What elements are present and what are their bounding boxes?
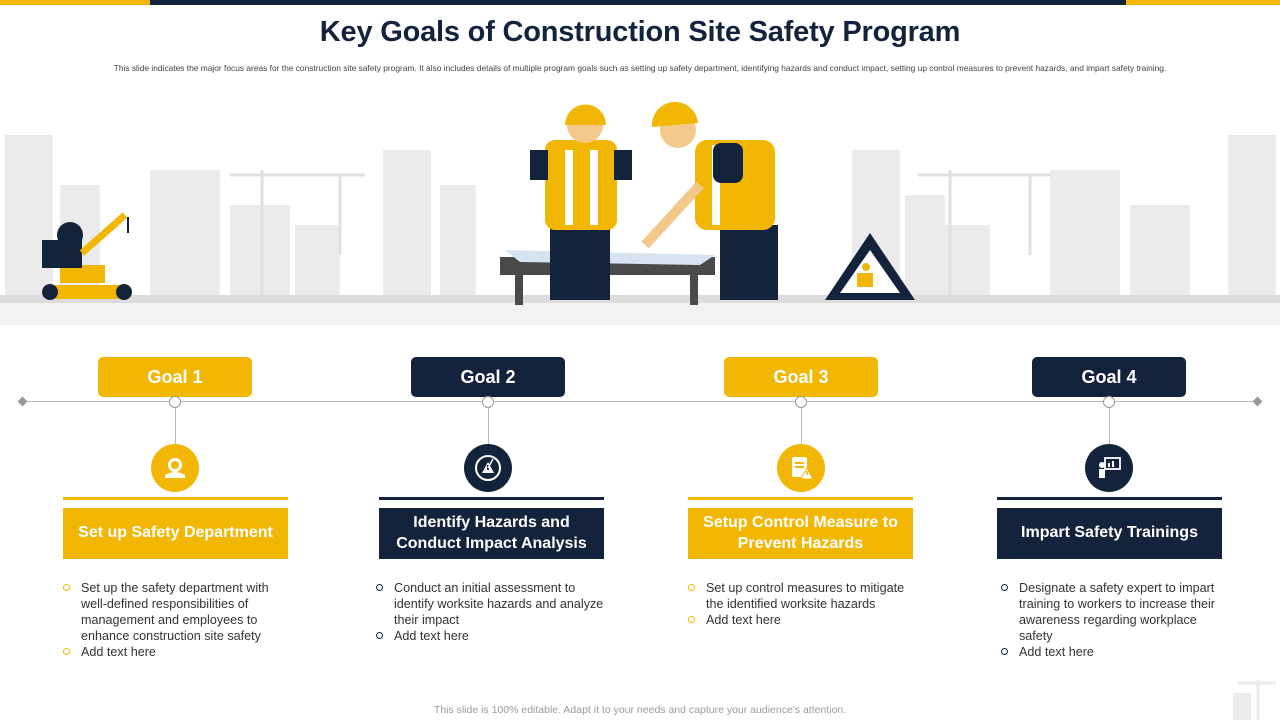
list-item: Designate a safety expert to impart training to workers to increase their awareness regarding workplace safety: [1001, 580, 1231, 644]
goal-4-bullets: [1001, 580, 1231, 660]
bullet-marker: [63, 584, 70, 591]
timeline-end-marker: [1253, 397, 1263, 407]
slide-subtitle: This slide indicates the major focus areas for the construction site safety program. It also includes details of multiple program goals such as setting up safety department, identifying hazards and conduct impact, setting up control measures to prevent hazards, and impart safety training.: [113, 63, 1167, 73]
goal-3-bullets: [688, 580, 918, 628]
goal-1-pill: Goal 1: [98, 357, 252, 397]
safety-officer-icon: [151, 444, 199, 492]
bullet-marker: [376, 584, 383, 591]
ground-hatch: [0, 303, 1280, 325]
list-item: Set up the safety department with well-defined responsibilities of management and employees to enhance construction site safety: [63, 580, 293, 644]
goal-4-pill: Goal 4: [1032, 357, 1186, 397]
list-item: Set up control measures to mitigate the identified worksite hazards: [688, 580, 918, 612]
crane-watermark-icon: [1228, 675, 1278, 720]
warning-sign-icon: [825, 233, 915, 300]
timeline-start-marker: [18, 397, 28, 407]
goal-2-pill: Goal 2: [411, 357, 565, 397]
timeline-line: [22, 401, 1258, 402]
goal-1-heading: Set up Safety Department: [63, 500, 288, 559]
list-item: Conduct an initial assessment to identify worksite hazards and analyze their impact: [376, 580, 606, 628]
workers-illustration: [500, 102, 778, 305]
connector-2: [488, 408, 489, 444]
top-accent-bar-right: [1126, 0, 1280, 5]
goal-4-heading: Impart Safety Trainings: [997, 500, 1222, 559]
footer-note: This slide is 100% editable. Adapt it to your needs and capture your audience's attention.: [433, 704, 847, 716]
goal-2-bullets: [376, 580, 606, 644]
bullet-marker: [688, 584, 695, 591]
connector-1: [175, 408, 176, 444]
construction-scene-illustration: [0, 85, 1280, 335]
bullet-marker: [63, 648, 70, 655]
bullet-marker: [688, 616, 695, 623]
goal-2-heading: Identify Hazards and Conduct Impact Analysis: [379, 500, 604, 559]
checklist-warning-icon: [777, 444, 825, 492]
timeline-dot-1: [169, 396, 181, 408]
goal-3-heading: Setup Control Measure to Prevent Hazards: [688, 500, 913, 559]
connector-4: [1109, 408, 1110, 444]
top-accent-bar-left: [0, 0, 150, 5]
bullet-marker: [1001, 648, 1008, 655]
slide-title: Key Goals of Construction Site Safety Program: [319, 16, 961, 48]
timeline-dot-2: [482, 396, 494, 408]
hazard-gauge-icon: [464, 444, 512, 492]
training-presentation-icon: [1085, 444, 1133, 492]
bullet-marker: [1001, 584, 1008, 591]
list-item: Add text here: [1001, 644, 1231, 660]
list-item: Add text here: [376, 628, 606, 644]
list-item: Add text here: [63, 644, 293, 660]
ground-strip: [0, 295, 1280, 303]
top-accent-bar-middle: [150, 0, 1126, 5]
bullet-marker: [376, 632, 383, 639]
timeline-dot-4: [1103, 396, 1115, 408]
goal-1-bullets: [63, 580, 293, 660]
goal-3-pill: Goal 3: [724, 357, 878, 397]
connector-3: [801, 408, 802, 444]
city-skyline-background: [5, 135, 1276, 300]
list-item: Add text here: [688, 612, 918, 628]
timeline-dot-3: [795, 396, 807, 408]
